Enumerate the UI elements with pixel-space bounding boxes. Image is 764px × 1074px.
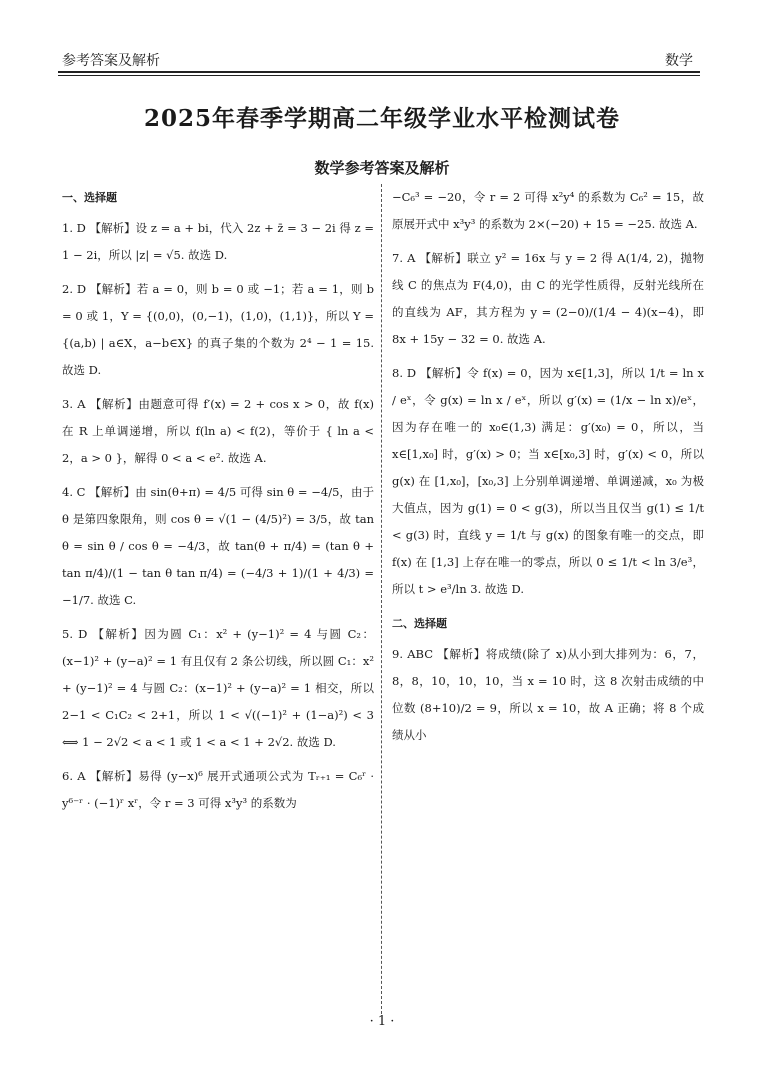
header-left-text: 参考答案及解析 [62, 53, 160, 69]
answer-item-2: 2. D 【解析】若 a = 0，则 b = 0 或 −1；若 a = 1，则 b = 0 或 1，Y = {(0,0)，(0,−1)，(1,0)，(1,1)}，所以 Y = {(a,b) | a∈X，a−b∈X} 的真子集的个数为 2⁴ − 1 = 15. 故选 D. [62, 282, 374, 377]
left-column [62, 184, 374, 824]
header-subject: 数学 [665, 53, 693, 69]
header-rule-thin [58, 75, 700, 76]
section-title-choice: 一、选择题 [62, 191, 117, 204]
section-title-multi: 二、选择题 [392, 617, 447, 630]
page-title: 2025年春季学期高二年级学业水平检测试卷 [143, 105, 620, 132]
header-rule [58, 71, 700, 73]
answer-item-6-cont: −C₆³ = −20，令 r = 2 可得 x²y⁴ 的系数为 C₆² = 15，故原展开式中 x³y³ 的系数为 2×(−20) + 15 = −25. 故选 A. [392, 190, 704, 231]
answer-item-4: 4. C 【解析】由 sin(θ+π) = 4/5 可得 sin θ = −4/5，由于 θ 是第四象限角，则 cos θ = √(1 − (4/5)²) = 3/5，故 tan θ = sin θ / cos θ = −4/3，故 tan(θ + π/4) = (tan θ + tan π/4)/(1 − tan θ tan π/4) = (−4/3 + 1)/(1 + 4/3) = −1/7. 故选 C. [62, 485, 374, 607]
answer-item-8: 8. D 【解析】令 f(x) = 0，因为 x∈[1,3]，所以 1/t = ln x / eˣ，令 g(x) = ln x / eˣ，所以 g′(x) = (1/x − ln x)/eˣ，因为存在唯一的 x₀∈(1,3) 满足：g′(x₀) = 0，所以，当 x∈[1,x₀] 时，g′(x) > 0；当 x∈[x₀,3] 时，g′(x) < 0，所以 g(x) 在 [1,x₀]，[x₀,3] 上分别单调递增、单调递减，x₀ 为极大值点，因为 g(1) = 0 < g(3)，所以当且仅当 g(1) ≤ 1/t < g(3) 时，直线 y = 1/t 与 g(x) 的图象有唯一的交点，即 f(x) 在 [1,3] 上存在唯一的零点，所以 0 ≤ 1/t < ln 3/e³，所以 t > e³/ln 3. 故选 D. [392, 366, 704, 596]
answer-item-7: 7. A 【解析】联立 y² = 16x 与 y = 2 得 A(1/4, 2)，抛物线 C 的焦点为 F(4,0)，由 C 的光学性质得，反射光线所在的直线为 AF，其方程为 y = (2−0)/(1/4 − 4)(x−4)，即 8x + 15y − 32 = 0. 故选 A. [392, 251, 704, 346]
right-column [392, 184, 704, 756]
page-subtitle: 数学参考答案及解析 [314, 159, 450, 177]
answer-item-6: 6. A 【解析】易得 (y−x)⁶ 展开式通项公式为 Tᵣ₊₁ = C₆ʳ · y⁶⁻ʳ · (−1)ʳ xʳ，令 r = 3 可得 x³y³ 的系数为 [62, 769, 374, 810]
answer-item-5: 5. D 【解析】因为圆 C₁：x² + (y−1)² = 4 与圆 C₂：(x−1)² + (y−a)² = 1 有且仅有 2 条公切线，所以圆 C₁：x² + (y−1)² = 4 与圆 C₂：(x−1)² + (y−a)² = 1 相交，所以 2−1 < C₁C₂ < 2+1，所以 1 < √((−1)² + (1−a)²) < 3 ⟺ 1 − 2√2 < a < 1 或 1 < a < 1 + 2√2. 故选 D. [62, 627, 374, 749]
column-divider [381, 184, 382, 1014]
answer-item-1: 1. D 【解析】设 z = a + bi，代入 2z + z̄ = 3 − 2i 得 z = 1 − 2i，所以 |z| = √5. 故选 D. [62, 221, 374, 262]
answer-item-9: 9. ABC 【解析】将成绩(除了 x)从小到大排列为：6，7，8，8，10，10，10，当 x = 10 时，这 8 次射击成绩的中位数 (8+10)/2 = 9，所以 x = 10，故 A 正确；将 8 个成绩从小 [392, 647, 704, 742]
answer-item-3: 3. A 【解析】由题意可得 f′(x) = 2 + cos x > 0，故 f(x) 在 R 上单调递增，所以 f(ln a) < f(2)，等价于 { ln a < 2，a > 0 }，解得 0 < a < e². 故选 A. [62, 397, 374, 465]
page-number: · 1 · [369, 1014, 395, 1029]
